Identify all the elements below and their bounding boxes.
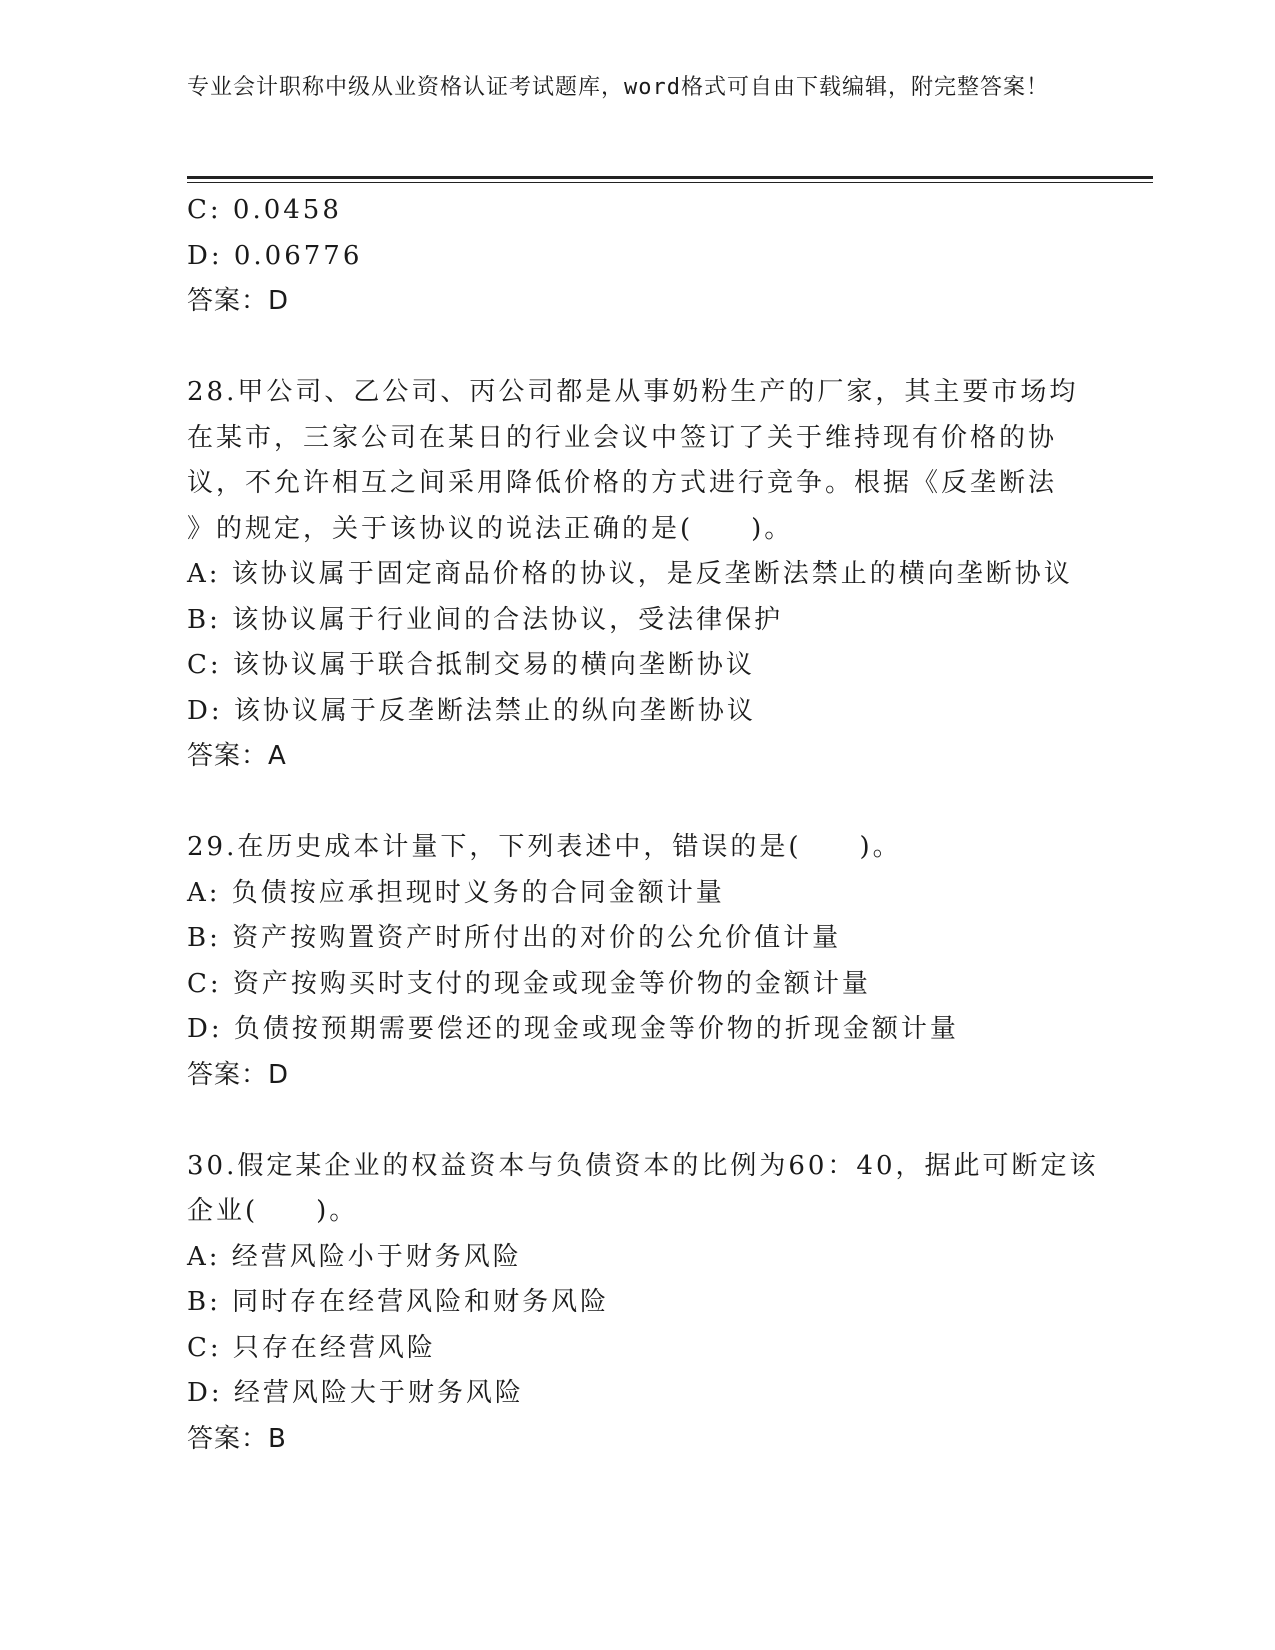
question-30 xyxy=(187,1144,1099,1463)
page-header: 专业会计职称中级从业资格认证考试题库，word格式可自由下载编辑，附完整答案！ xyxy=(187,75,1049,100)
option-c: C: 只存在经营风险 xyxy=(187,1332,436,1363)
header-rule-thin xyxy=(187,182,1153,183)
option-a: A: 该协议属于固定商品价格的协议，是反垄断法禁止的横向垄断协议 xyxy=(187,559,1073,589)
prev-question-tail xyxy=(187,188,1087,325)
question-stem-line: 28.甲公司、乙公司、丙公司都是从事奶粉生产的厂家，其主要市场均 xyxy=(187,377,1079,407)
question-29 xyxy=(187,825,1087,1098)
option-c: C: 该协议属于联合抵制交易的横向垄断协议 xyxy=(187,650,755,680)
option-c: C: 资产按购买时支付的现金或现金等价物的金额计量 xyxy=(187,968,871,999)
spacer xyxy=(187,780,1087,826)
question-28 xyxy=(187,370,1087,780)
answer-line: 答案：A xyxy=(187,741,287,771)
answer-line: 答案：D xyxy=(187,286,290,316)
option-b: B: 该协议属于行业间的合法协议，受法律保护 xyxy=(187,604,784,635)
question-stem-line: 议，不允许相互之间采用降低价格的方式进行竞争。根据《反垄断法 xyxy=(187,468,1058,498)
option-d: D: 0.06776 xyxy=(187,240,363,271)
option-a: A: 负债按应承担现时义务的合同金额计量 xyxy=(187,877,725,908)
question-stem-line: 》的规定，关于该协议的说法正确的是( )。 xyxy=(187,513,794,544)
option-d: D: 该协议属于反垄断法禁止的纵向垄断协议 xyxy=(187,695,756,726)
answer-line: 答案：B xyxy=(187,1423,287,1454)
option-a: A: 经营风险小于财务风险 xyxy=(187,1241,522,1272)
option-b: B: 资产按购置资产时所付出的对价的公允价值计量 xyxy=(187,923,842,953)
question-stem-line: 29.在历史成本计量下，下列表述中，错误的是( )。 xyxy=(187,832,902,862)
option-c: C: 0.0458 xyxy=(187,195,342,225)
option-d: D: 经营风险大于财务风险 xyxy=(187,1378,524,1408)
answer-line: 答案：D xyxy=(187,1059,290,1090)
option-b: B: 同时存在经营风险和财务风险 xyxy=(187,1287,610,1317)
option-d: D: 负债按预期需要偿还的现金或现金等价物的折现金额计量 xyxy=(187,1014,959,1044)
question-stem-line: 企业( )。 xyxy=(187,1196,359,1226)
spacer xyxy=(187,1098,1087,1144)
spacer xyxy=(187,325,1087,371)
question-content xyxy=(187,188,1099,1462)
question-stem-line: 30.假定某企业的权益资本与负债资本的比例为60：40，据此可断定该 xyxy=(187,1150,1099,1181)
header-rule-thick xyxy=(187,176,1153,179)
question-stem-line: 在某市，三家公司在某日的行业会议中签订了关于维持现有价格的协 xyxy=(187,422,1058,453)
